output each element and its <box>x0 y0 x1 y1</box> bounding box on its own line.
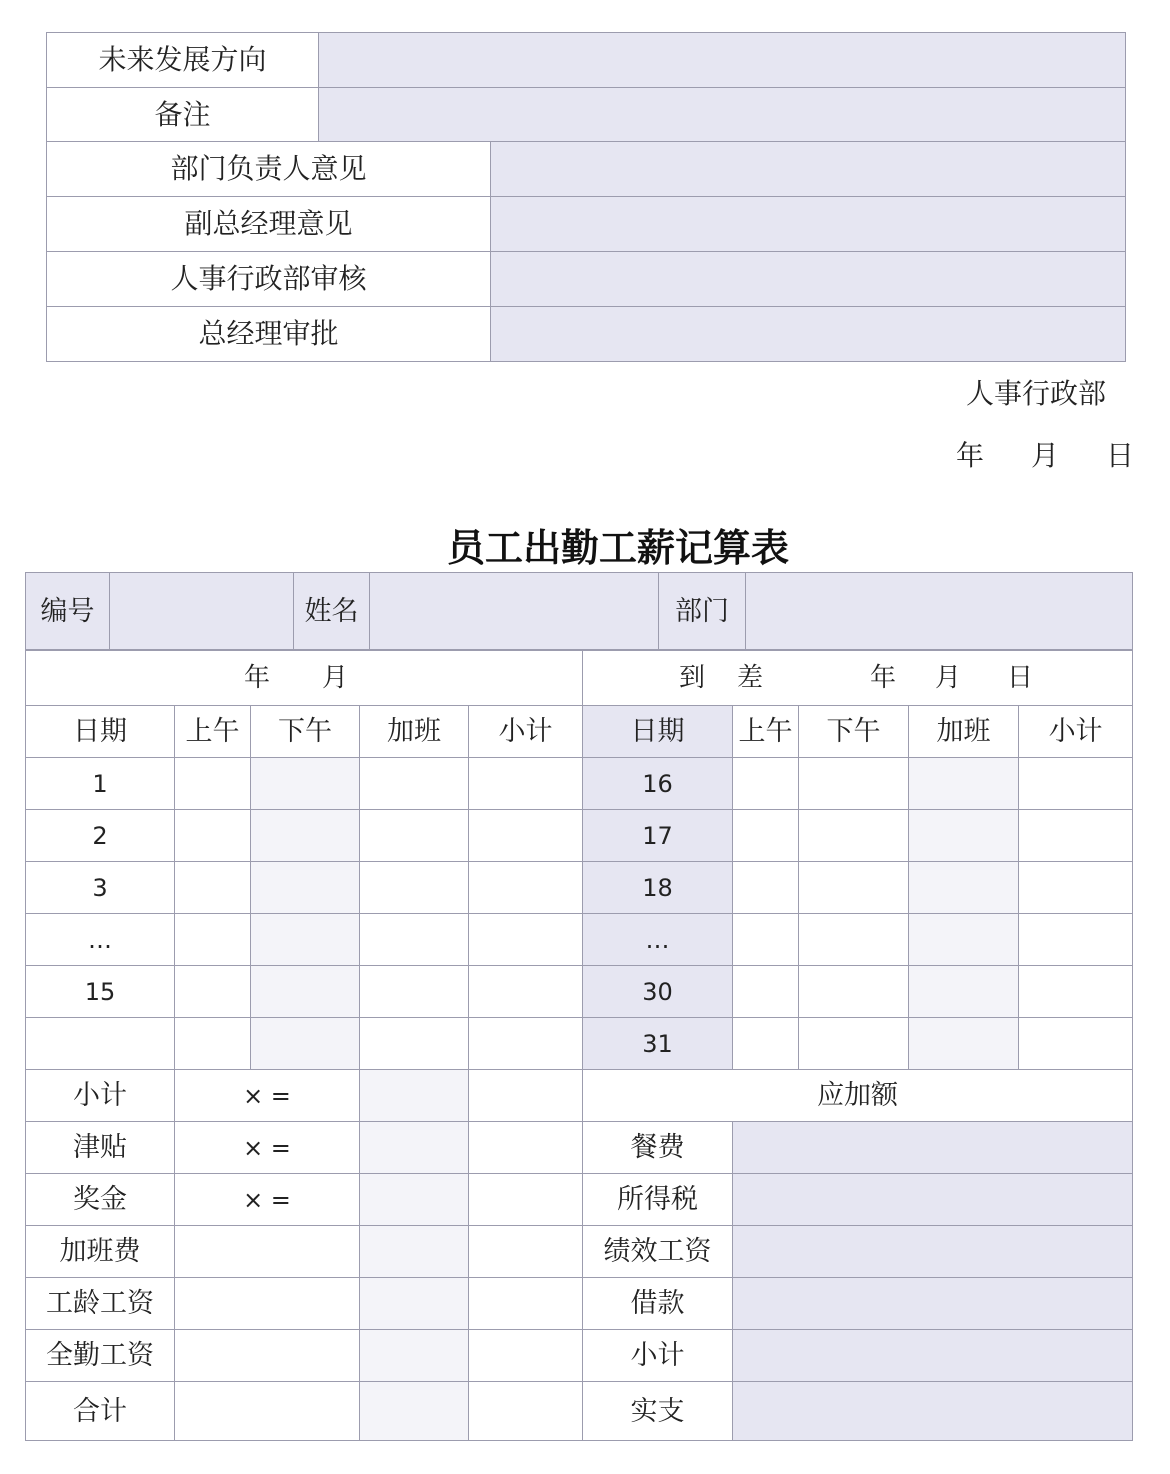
summary-row <box>26 1226 1133 1278</box>
day-cell: 18 <box>583 862 733 914</box>
table-cell <box>360 1070 469 1122</box>
column-header: 加班 <box>360 706 469 758</box>
table-cell <box>733 810 799 862</box>
period-row <box>26 650 1133 706</box>
summary-row <box>26 1382 1133 1441</box>
deduction-value-field <box>733 1122 1133 1174</box>
signature-month: 月 <box>1031 439 1060 472</box>
table-cell <box>909 810 1019 862</box>
table-cell <box>360 914 469 966</box>
period-end-day: 日 <box>1007 662 1034 693</box>
day-row <box>26 862 1133 914</box>
table-cell <box>733 758 799 810</box>
deduction-label: 餐费 <box>583 1122 733 1174</box>
day-row <box>26 966 1133 1018</box>
approval-row <box>47 197 1126 252</box>
day-cell <box>26 1018 175 1070</box>
approval-row <box>47 33 1126 88</box>
column-header-row <box>26 706 1133 758</box>
earning-label: 奖金 <box>26 1174 175 1226</box>
deduction-label: 绩效工资 <box>583 1226 733 1278</box>
department-field <box>746 573 1133 651</box>
table-cell <box>469 1278 583 1330</box>
column-header: 小计 <box>1019 706 1133 758</box>
day-cell: 31 <box>583 1018 733 1070</box>
deduction-value-field <box>733 1278 1133 1330</box>
deduction-value-field <box>733 1382 1133 1441</box>
table-cell <box>799 810 909 862</box>
table-cell <box>360 966 469 1018</box>
earning-label: 津贴 <box>26 1122 175 1174</box>
sheet-title: 员工出勤工薪记算表 <box>447 526 790 570</box>
table-cell <box>175 862 251 914</box>
table-cell <box>360 1174 469 1226</box>
approval-table <box>46 32 1126 362</box>
table-cell <box>360 1018 469 1070</box>
day-cell: 1 <box>26 758 175 810</box>
period-cha: 差 <box>737 662 764 693</box>
table-cell <box>799 862 909 914</box>
table-cell <box>799 1018 909 1070</box>
earning-label: 工龄工资 <box>26 1278 175 1330</box>
approval-label: 副总经理意见 <box>47 197 491 252</box>
period-end-year: 年 <box>870 662 897 693</box>
period-end <box>583 650 1133 706</box>
employee-info-row <box>26 573 1133 651</box>
approval-label: 人事行政部审核 <box>47 252 491 307</box>
table-cell <box>469 1330 583 1382</box>
table-cell <box>360 810 469 862</box>
table-cell <box>469 914 583 966</box>
table-cell <box>469 1018 583 1070</box>
column-header: 小计 <box>469 706 583 758</box>
attendance-table <box>25 649 1133 1441</box>
table-cell <box>469 1226 583 1278</box>
table-cell <box>909 914 1019 966</box>
summary-row <box>26 1122 1133 1174</box>
column-header: 下午 <box>799 706 909 758</box>
period-start <box>26 650 583 706</box>
summary-row <box>26 1174 1133 1226</box>
approval-label: 备注 <box>47 88 319 142</box>
earning-label: 全勤工资 <box>26 1330 175 1382</box>
approval-label: 总经理审批 <box>47 307 491 362</box>
table-cell <box>175 1226 360 1278</box>
table-cell <box>360 1330 469 1382</box>
day-row <box>26 1018 1133 1070</box>
period-to: 到 <box>679 662 706 693</box>
table-cell <box>175 1382 360 1441</box>
day-cell: … <box>26 914 175 966</box>
table-cell <box>175 914 251 966</box>
earning-formula: × = <box>175 1070 360 1122</box>
table-cell <box>909 758 1019 810</box>
table-cell <box>1019 862 1133 914</box>
table-cell <box>175 810 251 862</box>
deduction-value-field <box>733 1226 1133 1278</box>
name-label: 姓名 <box>294 573 370 651</box>
column-header: 日期 <box>26 706 175 758</box>
table-cell <box>360 1382 469 1441</box>
table-cell <box>799 966 909 1018</box>
deduction-label: 所得税 <box>583 1174 733 1226</box>
approval-row <box>47 252 1126 307</box>
summary-row <box>26 1070 1133 1122</box>
day-cell: … <box>583 914 733 966</box>
period-end-month: 月 <box>935 662 962 693</box>
signature-year: 年 <box>956 439 985 472</box>
table-cell <box>469 810 583 862</box>
table-cell <box>1019 966 1133 1018</box>
day-cell: 16 <box>583 758 733 810</box>
table-cell <box>251 862 360 914</box>
deduction-label: 小计 <box>583 1330 733 1382</box>
number-field <box>110 573 294 651</box>
table-cell <box>175 966 251 1018</box>
table-cell <box>360 1122 469 1174</box>
earning-label: 加班费 <box>26 1226 175 1278</box>
table-cell <box>733 914 799 966</box>
table-cell <box>469 1174 583 1226</box>
deduction-label: 实支 <box>583 1382 733 1441</box>
table-cell <box>469 966 583 1018</box>
table-cell <box>733 1018 799 1070</box>
day-cell: 17 <box>583 810 733 862</box>
table-cell <box>1019 810 1133 862</box>
earning-formula: × = <box>175 1174 360 1226</box>
table-cell <box>1019 914 1133 966</box>
approval-value-field <box>491 252 1126 307</box>
column-header: 下午 <box>251 706 360 758</box>
table-cell <box>1019 758 1133 810</box>
table-cell <box>799 914 909 966</box>
signature-day: 日 <box>1106 439 1135 472</box>
day-cell: 15 <box>26 966 175 1018</box>
approval-label: 未来发展方向 <box>47 33 319 88</box>
table-cell <box>909 862 1019 914</box>
table-cell <box>360 1226 469 1278</box>
employee-info-table <box>25 572 1133 651</box>
day-row <box>26 810 1133 862</box>
signature-date <box>956 440 1134 472</box>
approval-label: 部门负责人意见 <box>47 142 491 197</box>
approval-value-field <box>319 88 1126 142</box>
period-start-year: 年 <box>244 662 271 693</box>
table-cell <box>733 966 799 1018</box>
earning-label: 合计 <box>26 1382 175 1441</box>
signature-department: 人事行政部 <box>966 377 1107 410</box>
approval-value-field <box>491 307 1126 362</box>
deductions-header: 应加额 <box>583 1070 1133 1122</box>
table-cell <box>251 1018 360 1070</box>
table-cell <box>175 1018 251 1070</box>
table-cell <box>469 1122 583 1174</box>
day-cell: 30 <box>583 966 733 1018</box>
approval-row <box>47 307 1126 362</box>
deduction-value-field <box>733 1330 1133 1382</box>
table-cell <box>909 966 1019 1018</box>
summary-row <box>26 1278 1133 1330</box>
department-label: 部门 <box>659 573 746 651</box>
table-cell <box>175 1330 360 1382</box>
day-row <box>26 758 1133 810</box>
table-cell <box>909 1018 1019 1070</box>
day-cell: 2 <box>26 810 175 862</box>
table-cell <box>251 914 360 966</box>
approval-value-field <box>319 33 1126 88</box>
table-cell <box>733 862 799 914</box>
day-row <box>26 914 1133 966</box>
column-header: 上午 <box>733 706 799 758</box>
table-cell <box>251 758 360 810</box>
deduction-label: 借款 <box>583 1278 733 1330</box>
table-cell <box>175 758 251 810</box>
column-header: 加班 <box>909 706 1019 758</box>
table-cell <box>469 1382 583 1441</box>
table-cell <box>799 758 909 810</box>
column-header: 日期 <box>583 706 733 758</box>
table-cell <box>469 1070 583 1122</box>
table-cell <box>360 862 469 914</box>
table-cell <box>175 1278 360 1330</box>
summary-row <box>26 1330 1133 1382</box>
approval-row <box>47 142 1126 197</box>
table-cell <box>469 862 583 914</box>
column-header: 上午 <box>175 706 251 758</box>
period-start-month: 月 <box>322 662 349 693</box>
table-cell <box>251 966 360 1018</box>
approval-row <box>47 88 1126 142</box>
day-cell: 3 <box>26 862 175 914</box>
table-cell <box>251 810 360 862</box>
approval-value-field <box>491 197 1126 252</box>
deduction-value-field <box>733 1174 1133 1226</box>
table-cell <box>360 758 469 810</box>
number-label: 编号 <box>26 573 110 651</box>
earning-label: 小计 <box>26 1070 175 1122</box>
table-cell <box>469 758 583 810</box>
approval-value-field <box>491 142 1126 197</box>
name-field <box>370 573 659 651</box>
table-cell <box>1019 1018 1133 1070</box>
earning-formula: × = <box>175 1122 360 1174</box>
table-cell <box>360 1278 469 1330</box>
